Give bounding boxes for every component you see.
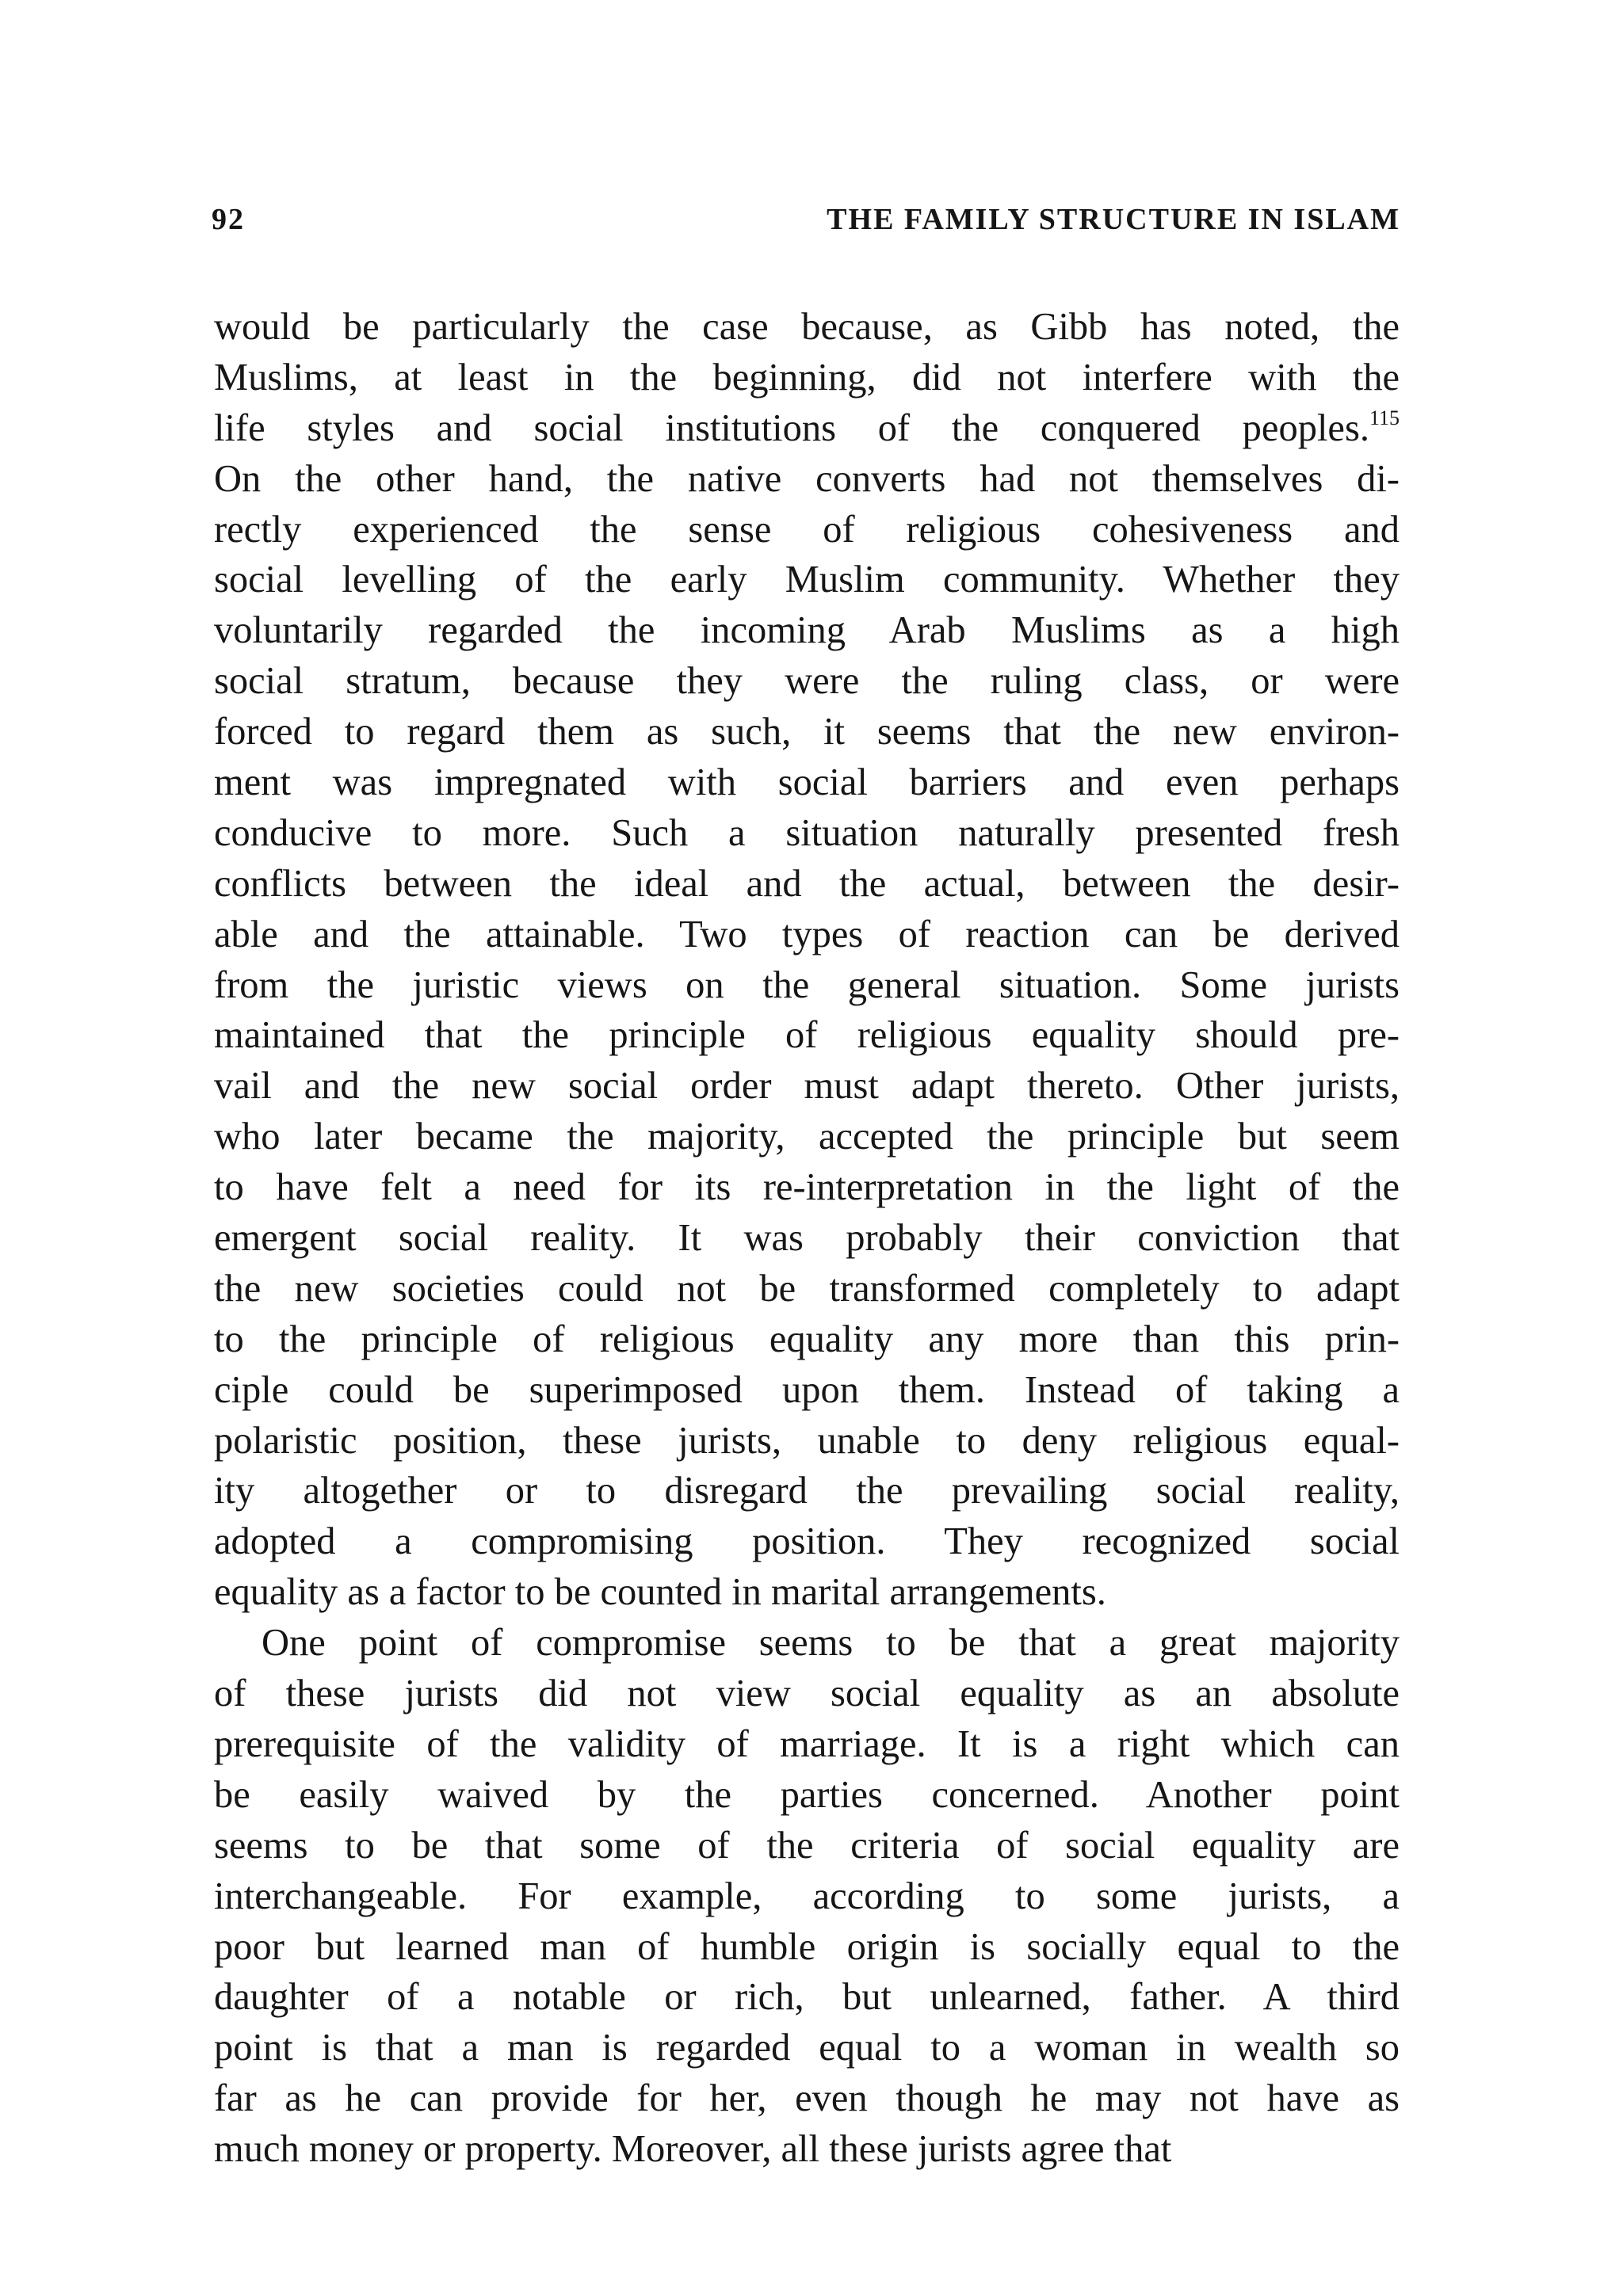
page-number: 92 <box>212 203 245 236</box>
text-line: prerequisite of the validity of marriage. It is a right which can <box>214 1722 1400 1765</box>
text-line: of these jurists did not view social equality as an absolute <box>214 1672 1400 1715</box>
text-line: conducive to more. Such a situation naturally presented fresh <box>214 811 1400 854</box>
text-line: ment was impregnated with social barriers and even perhaps <box>214 761 1400 804</box>
text-line: the new societies could not be transformed completely to adapt <box>214 1267 1400 1310</box>
text-line: forced to regard them as such, it seems that the new environ- <box>214 711 1400 753</box>
text-line: ciple could be superimposed upon them. Instead of taking a <box>214 1368 1400 1411</box>
paragraph <box>214 1618 1400 2175</box>
text-line: to the principle of religious equality any more than this prin- <box>214 1318 1400 1360</box>
text-line: maintained that the principle of religious equality should pre- <box>214 1014 1400 1057</box>
text-line: conflicts between the ideal and the actual, between the desir- <box>214 862 1400 905</box>
footnote-marker: 115 <box>1369 406 1400 429</box>
text-line: social levelling of the early Muslim community. Whether they <box>214 559 1400 601</box>
running-head-title: THE FAMILY STRUCTURE IN ISLAM <box>827 203 1400 236</box>
paragraph <box>214 302 1400 1618</box>
text-line: point is that a man is regarded equal to a woman in wealth so <box>214 2027 1400 2069</box>
text-line: much money or property. Moreover, all these jurists agree that <box>214 2128 1172 2171</box>
text-line: voluntarily regarded the incoming Arab Muslims as a high <box>214 609 1400 652</box>
text-line: emergent social reality. It was probably their conviction that <box>214 1217 1400 1260</box>
text-line: who later became the majority, accepted the principle but seem <box>214 1116 1400 1158</box>
text-line: to have felt a need for its re-interpretation in the light of the <box>214 1166 1400 1209</box>
text-line: vail and the new social order must adapt thereto. Other jurists, <box>214 1065 1400 1108</box>
text-line: ity altogether or to disregard the prevailing social reality, <box>214 1470 1400 1512</box>
text-line: rectly experienced the sense of religious cohesiveness and <box>214 508 1400 551</box>
text-line: from the juristic views on the general situation. Some jurists <box>214 963 1400 1006</box>
running-head <box>212 202 1400 250</box>
text-line: life styles and social institutions of the conquered peoples.$^{115}$ <box>214 406 1400 449</box>
text-line: would be particularly the case because, as Gibb has noted, the <box>214 306 1400 348</box>
text-line: social stratum, because they were the ruling class, or were <box>214 660 1400 703</box>
text-line: daughter of a notable or rich, but unlearned, father. A third <box>214 1976 1400 2019</box>
text-line: On the other hand, the native converts had not themselves di- <box>214 457 1400 500</box>
text-line: be easily waived by the parties concerned. Another point <box>214 1773 1400 1816</box>
text-line: Muslims, at least in the beginning, did not interfere with the <box>214 356 1400 399</box>
body-text <box>214 302 1400 2175</box>
text-line: far as he can provide for her, even though he may not have as <box>214 2077 1400 2120</box>
text-line: polaristic position, these jurists, unable to deny religious equal- <box>214 1419 1400 1462</box>
text-line: able and the attainable. Two types of reaction can be derived <box>214 913 1400 955</box>
text-line: poor but learned man of humble origin is socially equal to the <box>214 1925 1400 1968</box>
text-line: equality as a factor to be counted in marital arrangements. <box>214 1571 1106 1614</box>
text-line: seems to be that some of the criteria of social equality are <box>214 1824 1400 1867</box>
text-line: One point of compromise seems to be that a great majority <box>262 1622 1400 1665</box>
text-line: interchangeable. For example, according to some jurists, a <box>214 1875 1400 1917</box>
text-line: adopted a compromising position. They recognized social <box>214 1520 1400 1563</box>
